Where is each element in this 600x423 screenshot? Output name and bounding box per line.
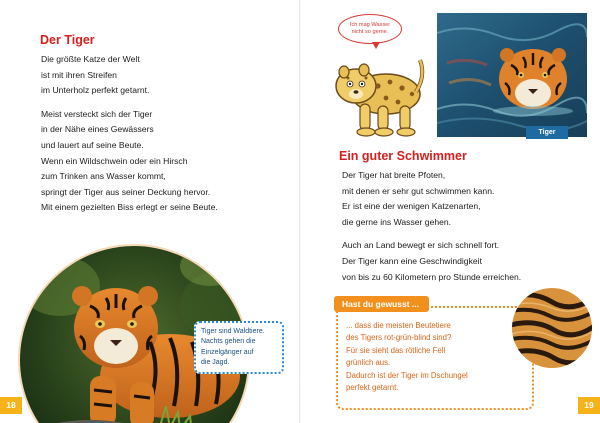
text-line: Er ist eine der wenigen Katzenarten, [342,201,481,212]
text-line: mit denen er sehr gut schwimmen kann. [342,185,495,196]
info-line: Tiger sind Waldtiere. [201,328,265,335]
fact-line: Für sie sieht das rötliche Fell [346,345,446,355]
left-paragraph-1 [41,52,218,99]
fact-line: grünlich aus. [346,358,391,368]
right-page-text [342,168,521,293]
fact-line: des Tigers rot-grün-blind sind? [346,333,452,343]
text-line: die gerne ins Wasser gehen. [342,216,452,227]
swimming-tiger-illustration [437,13,587,137]
did-you-know-title: Hast du gewusst ... [334,296,429,312]
fact-line: perfekt getarnt. [346,383,399,393]
fact-line: Dadurch ist der Tiger im Dschungel [346,370,468,380]
text-line: ist mit ihren Streifen [41,69,117,80]
tiger-fur-closeup [512,288,592,368]
left-page-text [41,52,218,224]
did-you-know-text [346,320,468,394]
left-paragraph-2 [41,107,218,216]
right-paragraph-2 [342,238,521,285]
right-page-heading: Ein guter Schwimmer [339,149,467,163]
text-line: Der Tiger hat breite Pfoten, [342,170,446,180]
info-line: Einzelgänger auf [201,348,254,356]
text-line: Wenn ein Wildschwein oder ein Hirsch [41,155,188,166]
speech-bubble [338,14,402,44]
text-line: zum Trinken ans Wasser kommt, [41,171,166,182]
did-you-know-box [336,296,536,410]
speech-line: nicht so gerne. [351,29,389,35]
text-line: im Unterholz perfekt getarnt. [41,85,150,96]
info-box-forest-animals [194,321,284,374]
speech-line: Ich mag Wasser [349,22,391,28]
text-line: Auch an Land bewegt er sich schnell fort. [342,240,500,251]
text-line: Der Tiger kann eine Geschwindigkeit [342,255,482,266]
text-line: in der Nähe eines Gewässers [41,124,154,135]
fact-line: ... dass die meisten Beutetiere [346,321,451,330]
info-line: die Jagd. [201,358,230,366]
right-paragraph-1 [342,168,521,230]
text-line: Meist versteckt sich der Tiger [41,108,153,119]
info-line: Nachts gehen die [201,338,256,346]
swimming-tiger-photo [437,13,587,137]
leopard-cartoon [330,46,426,142]
page-number-right: 19 [578,397,600,414]
page-number-left: 18 [0,397,22,414]
photo-label-tiger: Tiger [526,126,568,139]
tiger-fur-pattern [512,288,592,368]
text-line: Die größte Katze der Welt [41,54,140,64]
book-gutter [299,0,301,423]
text-line: von bis zu 60 Kilometern pro Stunde erreichen. [342,271,522,282]
text-line: springt der Tiger aus seiner Deckung hervor. [41,186,211,197]
text-line: und lauert auf seine Beute. [41,139,144,150]
text-line: Mit einem gezielten Biss erlegt er seine Beute. [41,202,218,213]
left-page-heading: Der Tiger [40,33,95,47]
